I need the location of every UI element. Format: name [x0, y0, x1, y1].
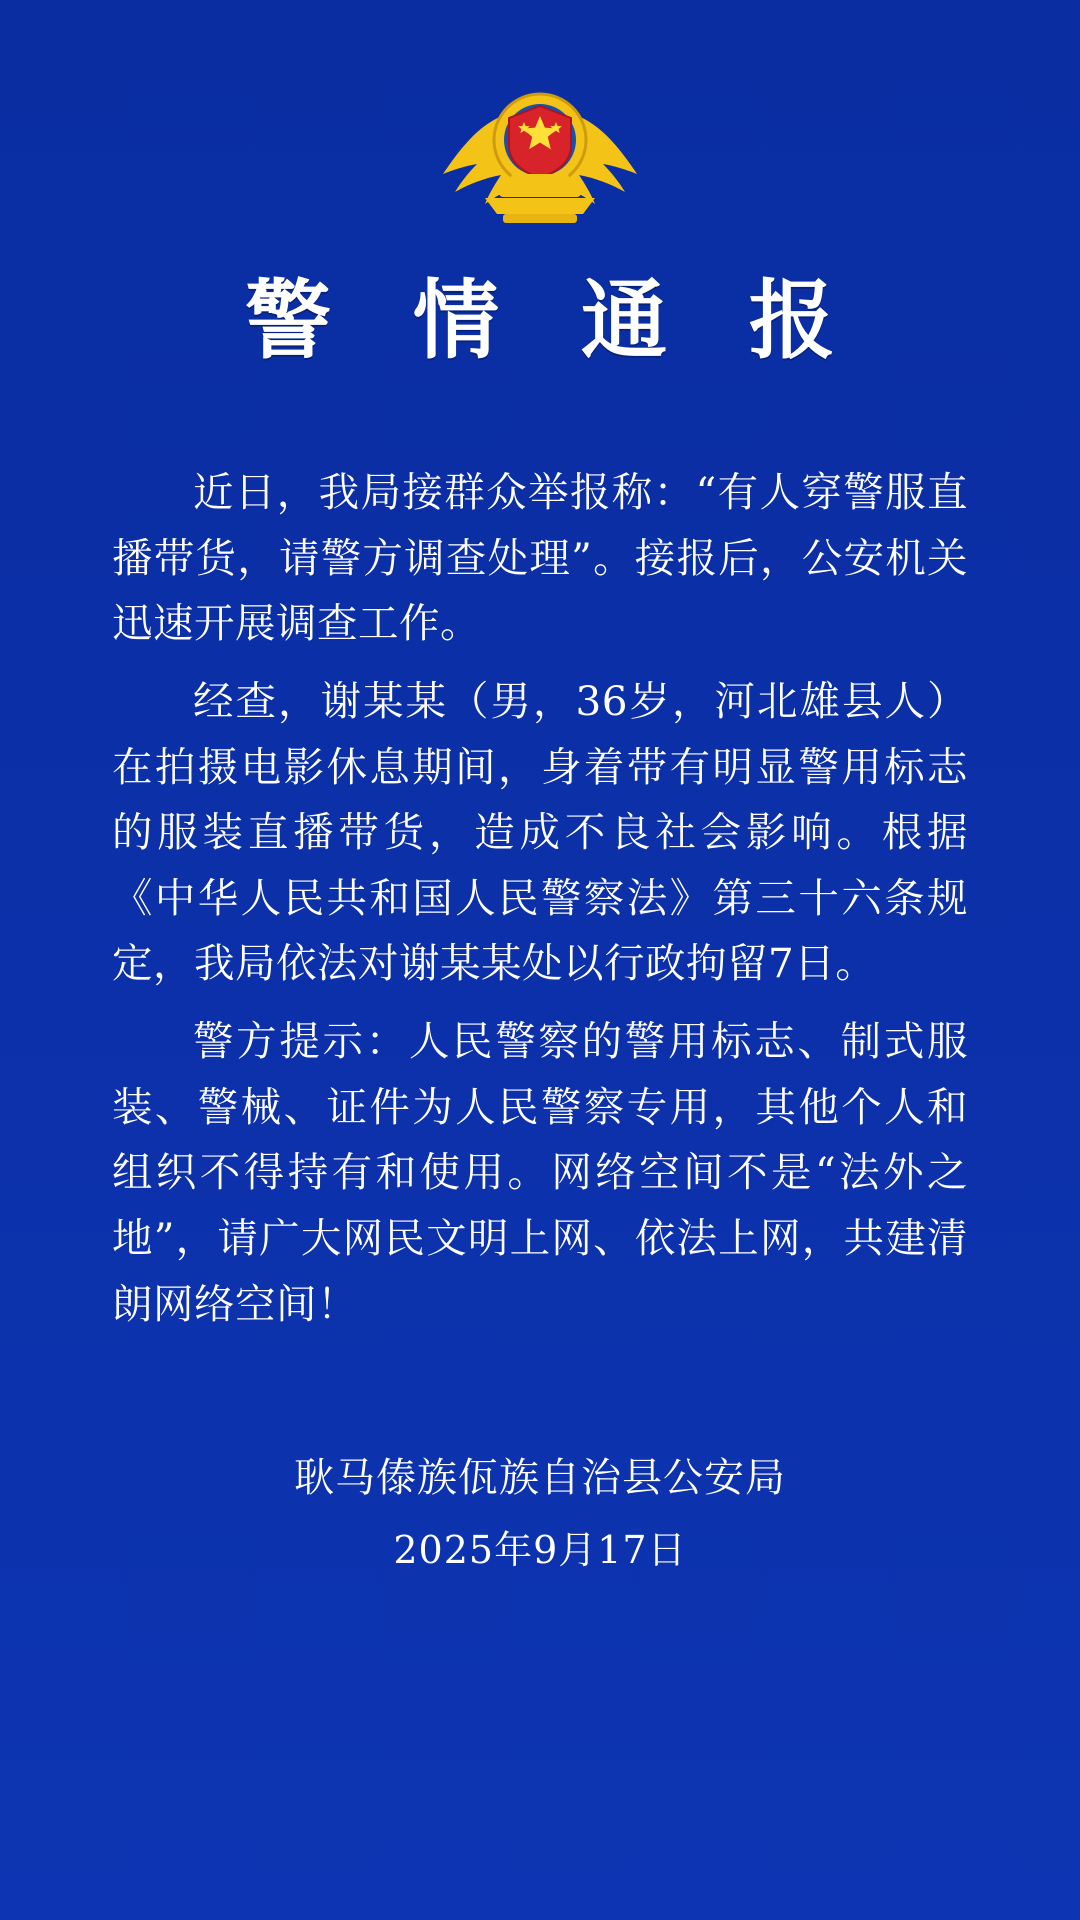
china-police-emblem-icon — [425, 74, 655, 234]
signature-block — [0, 1448, 1080, 1579]
page-title: 警 情 通 报 — [245, 270, 861, 371]
issue-date: 2025年9月17日 — [393, 1528, 687, 1572]
notice-paragraph: 近日，我局接群众举报称：“有人穿警服直播带货，请警方调查处理”。接报后，公安机关迅速开展调查工作。 — [112, 468, 968, 648]
notice-paragraph: 经查，谢某某（男，36岁，河北雄县人）在拍摄电影休息期间，身着带有明显警用标志的服装直播带货，造成不良社会影响。根据《中华人民共和国人民警察法》第三十六条规定，我局依法对谢某某处以行政拘留7日。 — [112, 677, 968, 988]
notice-body — [0, 460, 1080, 1349]
notice-paragraph: 警方提示：人民警察的警用标志、制式服装、警械、证件为人民警察专用，其他个人和组织不得持有和使用。网络空间不是“法外之地”，请广大网民文明上网、依法上网，共建清朗网络空间！ — [112, 1017, 968, 1328]
issuing-organization: 耿马傣族佤族自治县公安局 — [294, 1455, 786, 1501]
